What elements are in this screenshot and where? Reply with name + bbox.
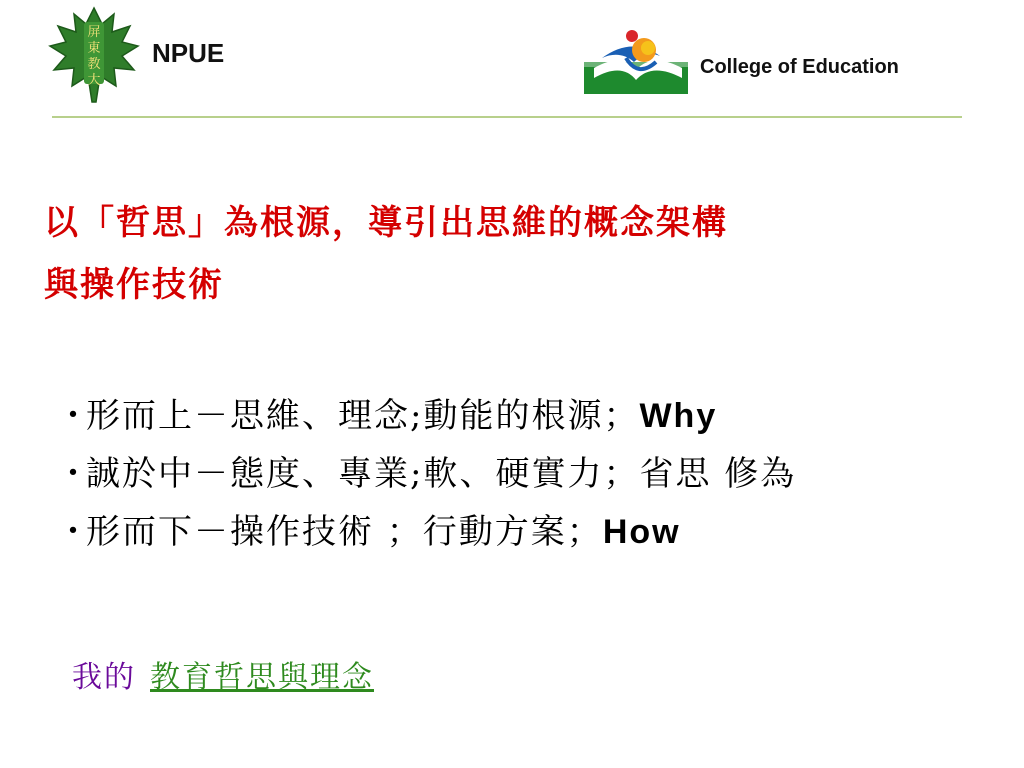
logo-char-4: 大	[87, 73, 101, 88]
title-line-1: 以「哲思」為根源，導引出思維的概念架構	[44, 203, 728, 243]
brand-npue: NPUE	[152, 38, 225, 68]
bullet-latin: Why	[639, 397, 718, 435]
philosophy-link[interactable]: 教育哲思與理念	[150, 660, 374, 695]
footer-line	[72, 652, 374, 696]
footer-label: 我的	[72, 660, 136, 695]
bullet-dot: ・	[56, 454, 92, 494]
bullet-item	[56, 392, 796, 450]
bullet-text: 形而上－思維、理念;動能的根源；	[86, 396, 640, 436]
logo-char-3: 教	[87, 57, 101, 72]
logo-char-1: 屏	[87, 25, 101, 40]
bullet-text: 誠於中－態度、專業;軟、硬實力；省思 修為	[86, 454, 797, 494]
slide-title	[44, 192, 728, 316]
brand-college-of-education: College of Education	[700, 56, 899, 78]
header-divider	[52, 116, 962, 118]
logo-char-2: 東	[87, 41, 101, 56]
college-of-education-logo	[582, 28, 692, 96]
bullet-text: 形而下－操作技術 ；行動方案；	[86, 512, 603, 552]
bullet-latin: How	[602, 513, 681, 551]
bullet-dot: ・	[56, 512, 92, 552]
title-line-2: 與操作技術	[44, 265, 224, 305]
npue-leaf-logo	[48, 6, 140, 104]
bullet-list	[56, 392, 796, 566]
bullet-dot: ・	[56, 396, 92, 436]
bullet-item	[56, 508, 796, 566]
bullet-item	[56, 450, 796, 508]
